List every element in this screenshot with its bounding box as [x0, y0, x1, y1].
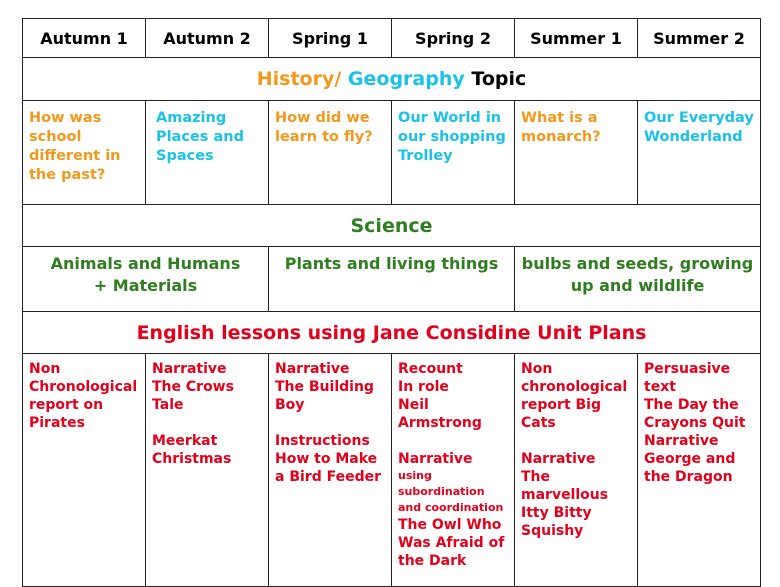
science-summer [515, 247, 761, 312]
english-spring-1-unit-b [275, 432, 387, 486]
english-summer-2-lines [644, 360, 756, 486]
english-line: Narrative [398, 451, 473, 467]
topic-header-geography: Geography [347, 68, 465, 90]
science-autumn-line2: + Materials [93, 276, 198, 295]
topic-header-row [23, 58, 761, 101]
english-line: the Dragon [644, 469, 733, 485]
english-spring-1 [269, 354, 392, 587]
science-spring-line1: Plants and living things [284, 254, 499, 273]
english-autumn-1-lines [29, 360, 141, 432]
english-line: Narrative [275, 361, 350, 377]
english-line: Boy [275, 397, 305, 413]
topic-autumn-2: Amazing Places and Spaces [146, 101, 269, 205]
english-line: In role [398, 379, 449, 395]
english-summer-1-unit-a [521, 360, 633, 432]
science-autumn [23, 247, 269, 312]
topic-header-topic: Topic [471, 68, 527, 90]
english-line: Tale [152, 397, 184, 413]
term-header-row [23, 19, 761, 58]
english-autumn-2-unit-a [152, 360, 264, 414]
english-line: subordination [398, 485, 485, 498]
topic-header [23, 58, 761, 101]
english-line: Was Afraid of [398, 535, 505, 551]
science-autumn-line1: Animals and Humans [50, 254, 241, 273]
english-spring-2 [392, 354, 515, 587]
english-line: and coordination [398, 501, 504, 514]
science-header: Science [23, 205, 761, 247]
english-line: The Owl Who [398, 517, 502, 533]
english-line: Narrative [152, 361, 227, 377]
science-summer-line2: up and wildlife [570, 276, 705, 295]
english-line: a Bird Feeder [275, 469, 381, 485]
english-line: Meerkat [152, 433, 218, 449]
english-line: How to Make [275, 451, 378, 467]
english-line: The Building [275, 379, 374, 395]
english-line: Squishy [521, 523, 584, 539]
topic-header-history: History/ [256, 68, 342, 90]
english-line: report on [29, 397, 104, 413]
english-line: Narrative [521, 451, 596, 467]
science-spring [269, 247, 515, 312]
english-autumn-2-unit-b [152, 432, 264, 468]
english-header-row [23, 312, 761, 354]
english-spring-1-unit-a [275, 360, 387, 414]
english-line: Neil [398, 397, 429, 413]
topic-row [23, 101, 761, 205]
english-spring-2-unit-c [398, 516, 510, 570]
english-header: English lessons using Jane Considine Unit Plans [23, 312, 761, 354]
term-autumn-1: Autumn 1 [23, 19, 146, 58]
english-line: marvellous [521, 487, 609, 503]
topic-spring-2: Our World in our shopping Trolley [392, 101, 515, 205]
english-line: the Dark [398, 553, 467, 569]
english-line: Pirates [29, 415, 85, 431]
english-line: text [644, 379, 676, 395]
english-line: Non [29, 361, 61, 377]
english-line: chronological [521, 379, 628, 395]
term-summer-1: Summer 1 [515, 19, 638, 58]
science-summer-line1: bulbs and seeds, growing [521, 254, 754, 273]
topic-spring-1: How did we learn to fly? [269, 101, 392, 205]
english-line: using [398, 469, 432, 482]
english-line: Itty Bitty [521, 505, 592, 521]
science-row [23, 247, 761, 312]
term-autumn-2: Autumn 2 [146, 19, 269, 58]
english-autumn-2 [146, 354, 269, 587]
english-line: Crayons Quit [644, 415, 746, 431]
english-autumn-1 [23, 354, 146, 587]
english-line: Christmas [152, 451, 232, 467]
english-summer-2 [638, 354, 761, 587]
english-line: Non [521, 361, 553, 377]
curriculum-table [22, 18, 761, 587]
english-spring-2-grammar-note [398, 468, 510, 516]
term-spring-1: Spring 1 [269, 19, 392, 58]
science-header-row [23, 205, 761, 247]
english-line: Cats [521, 415, 556, 431]
english-line: Recount [398, 361, 463, 377]
term-spring-2: Spring 2 [392, 19, 515, 58]
english-line: Armstrong [398, 415, 482, 431]
topic-summer-1: What is a monarch? [515, 101, 638, 205]
english-line: report Big [521, 397, 602, 413]
english-summer-1-unit-b [521, 450, 633, 540]
english-line: Persuasive [644, 361, 731, 377]
english-spring-2-unit-a [398, 360, 510, 432]
english-spring-2-unit-b [398, 450, 510, 468]
english-line: Chronological [29, 379, 138, 395]
english-line: Narrative [644, 433, 719, 449]
english-summer-1 [515, 354, 638, 587]
english-line: The [521, 469, 551, 485]
english-line: Instructions [275, 433, 370, 449]
topic-autumn-1: How was school different in the past? [23, 101, 146, 205]
english-line: The Day the [644, 397, 739, 413]
english-line: George and [644, 451, 736, 467]
term-summer-2: Summer 2 [638, 19, 761, 58]
english-line: The Crows [152, 379, 234, 395]
english-row [23, 354, 761, 587]
topic-summer-2: Our Everyday Wonderland [638, 101, 761, 205]
